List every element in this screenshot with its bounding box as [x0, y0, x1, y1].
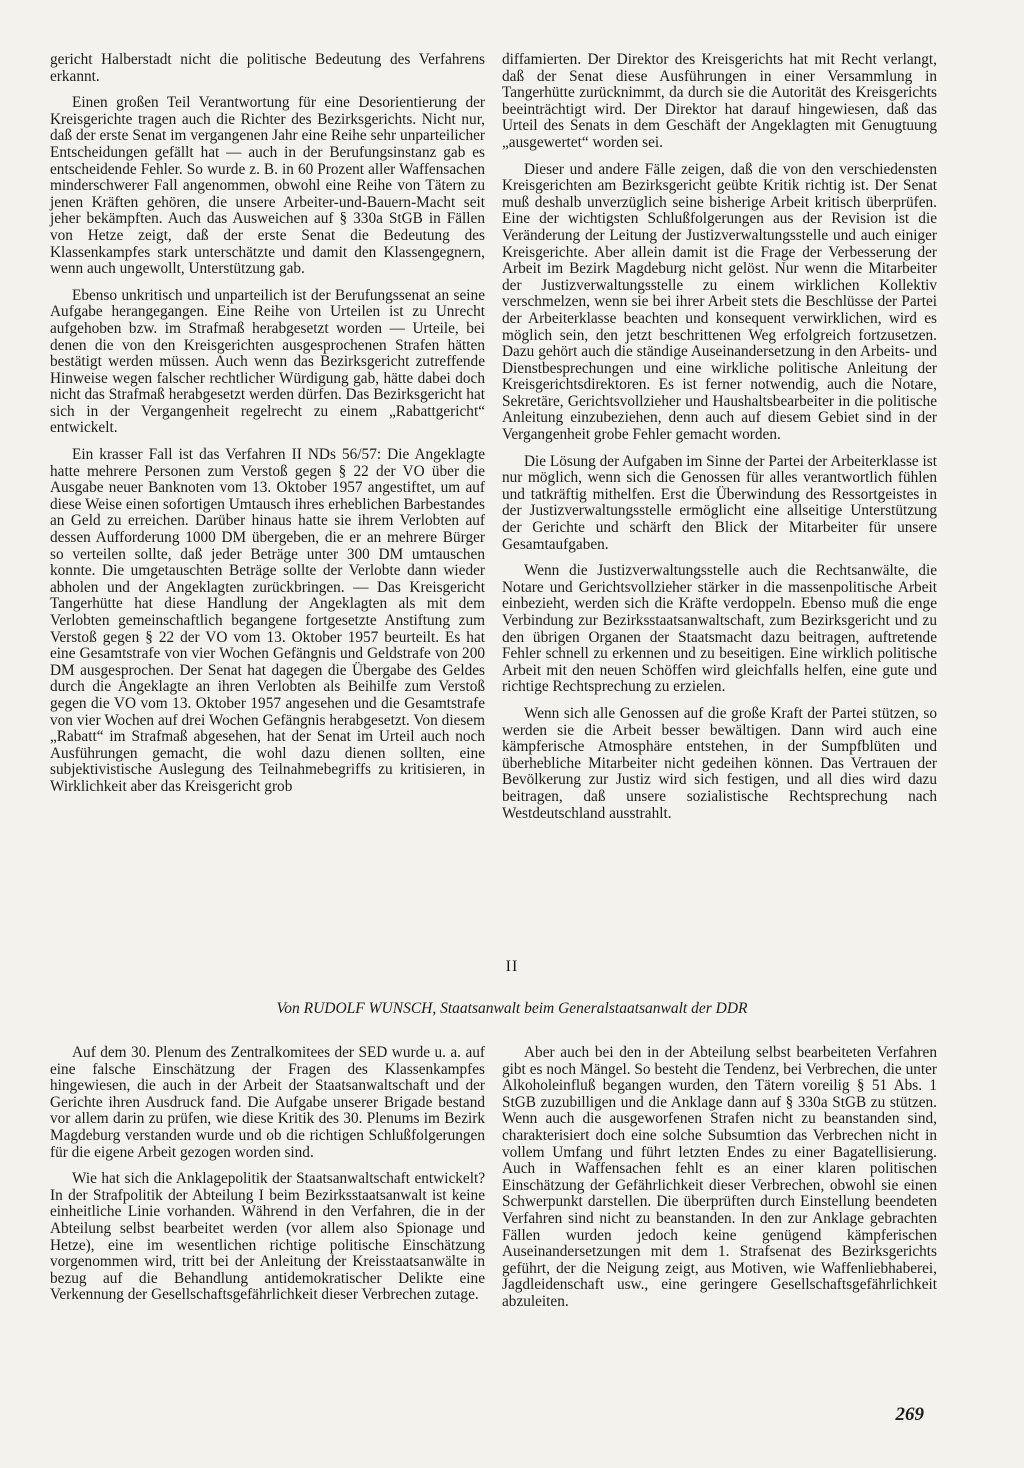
paragraph: Dieser und andere Fälle zeigen, daß die von den verschiedensten Kreisgerichten am Bezirksgericht geübte Kritik richtig ist. Der Senat muß deshalb unverzüglich seine bisherige Arbeit kritisch überprüfen. Eine der wichtigsten Schlußfolgerungen aus der Revision ist die Veränderung der Leitung der Justizverwaltungsstelle und auch einiger Kreisgerichte. Aber allein damit ist die Frage der Verbesserung der Arbeit im Bezirk Magdeburg nicht gelöst. Nur wenn die Mitarbeiter der Justizverwaltungsstelle zu einem wirklichen Kollektiv verschmelzen, wenn sie bei ihrer Arbeit stets die Beschlüsse der Partei der Arbeiterklasse beachten und konsequent verwirklichen, wird es möglich sein, den jetzt beschrittenen Weg erfolgreich fortzusetzen. Dazu gehört auch die ständige Auseinandersetzung in den Arbeits- und Dienstbesprechungen und eine wirkliche politische Anleitung der Kreisgerichtsdirektoren. Es ist ferner notwendig, auch die Notare, Sekretäre, Gerichtsvollzieher und Haushaltsbearbeiter in die politische Anleitung einzubeziehen, denn auch auf diesem Gebiet sind in der Vergangenheit grobe Fehler gemacht worden.	[502, 160, 937, 444]
page-number: 269	[895, 1404, 924, 1425]
author-byline: Von RUDOLF WUNSCH, Staatsanwalt beim Generalstaatsanwalt der DDR	[276, 1000, 748, 1017]
paragraph: gericht Halberstadt nicht die politische Bedeutung des Verfahrens erkannt.	[50, 51, 485, 85]
paragraph: Auf dem 30. Plenum des Zentralkomitees der SED wurde u. a. auf eine falsche Einschätzung der Fragen des Klassenkampfes hingewiesen, die auch in der Arbeit der Staatsanwaltschaft und der Gerichte ihren Ausdruck fand. Die Aufgabe unserer Brigade bestand vor allem darin zu prüfen, wie diese Kritik des 30. Plenums im Bezirk Magdeburg verstanden wurde und ob die richtigen Schlußfolgerungen für die eigene Arbeit gezogen worden sind.	[50, 1044, 485, 1161]
paragraph: Einen großen Teil Verantwortung für eine Desorientierung der Kreisgerichte tragen auch die Richter des Bezirksgerichts. Nicht nur, daß der erste Senat im vergangenen Jahr eine Reihe sehr unparteilicher Entscheidungen gefällt hat — auch in der Berufungsinstanz gab es entscheidende Fehler. So wurde z. B. in 60 Prozent aller Waffensachen minderschwerer Fall angenommen, obwohl eine Reihe von Tätern zu jenen Kräften gehören, die unsere Arbeiter-und-Bauern-Macht seit jeher bekämpften. Auch das Ausweichen auf § 330a StGB in Fällen von Hetze zeigt, daß der erste Senat die Bedeutung des Klassenkampfes stark unterschätzte und damit den Klassengegnern, wenn auch ungewollt, Unterstützung gab.	[50, 94, 485, 278]
paragraph: Wenn sich alle Genossen auf die große Kraft der Partei stützen, so werden sie die Arbeit besser bewältigen. Dann wird auch eine kämpferische Atmosphäre entstehen, in der Sumpfblüten und überhebliche Mitarbeiter nicht gedeihen können. Das Vertrauen der Bevölkerung zur Justiz wird sich festigen, und all dies wird dazu beitragen, daß unsere sozialistische Rechtsprechung nach Westdeutschland ausstrahlt.	[502, 704, 937, 822]
paragraph: Ebenso unkritisch und unparteilich ist der Berufungssenat an seine Aufgabe herangegangen. Eine Reihe von Urteilen ist zu Unrecht aufgehoben bzw. im Strafmaß herabgesetzt worden — Urteile, bei denen die von den Kreisgerichten ausgesprochenen Strafen hätten bestätigt werden müssen. Auch wenn das Bezirksgericht zutreffende Hinweise wegen falscher rechtlicher Würdigung gab, hätte dabei doch nicht das Strafmaß herabgesetzt werden dürfen. Das Bezirksgericht hat sich in der Vergangenheit regelrecht zu einem „Rabattgericht“ entwickelt.	[50, 286, 485, 437]
bottom-right-column	[502, 1045, 937, 1321]
paragraph: Wie hat sich die Anklagepolitik der Staatsanwaltschaft entwickelt? In der Strafpolitik der Abteilung I beim Bezirksstaatsanwalt ist keine einheitliche Linie vorhanden. Während in den Verfahren, die in der Abteilung selbst bearbeitet werden (vor allem also Spionage und Hetze), eine im wesentlichen richtige politische Einschätzung vorgenommen wird, tritt bei der Anleitung der Kreisstaatsanwälte in bezug auf die Behandlung antidemokratischer Delikte eine Verkennung der Gesellschaftsgefährlichkeit dieser Verbrechen zutage.	[50, 1170, 485, 1304]
paragraph: Die Lösung der Aufgaben im Sinne der Partei der Arbeiterklasse ist nur möglich, wenn sich die Genossen für alles verantwortlich fühlen und tatkräftig mithelfen. Erst die Überwindung des Ressortgeistes in der Justizverwaltungsstelle ermöglicht eine allseitige Unterstützung der Gerichte und schärft den Blick der Mitarbeiter für unsere Gesamtaufgaben.	[502, 452, 937, 553]
paragraph: diffamierten. Der Direktor des Kreisgerichts hat mit Recht verlangt, daß der Senat diese Ausführungen in einer Versammlung in Tangerhütte zurücknimmt, da durch sie die Autorität des Kreisgerichts beeinträchtigt wird. Der Direktor hat darauf hingewiesen, daß das Urteil des Senats in dem Geschäft der Angeklagten mit Genugtuung „ausgewertet“ worden sei.	[502, 51, 937, 151]
paragraph: Aber auch bei den in der Abteilung selbst bearbeiteten Verfahren gibt es noch Mängel. So besteht die Tendenz, bei Verbrechen, die unter Alkoholeinfluß begangen wurden, den Tätern voreilig § 51 Abs. 1 StGB zuzubilligen und die Anklage dann auf § 330a StGB zu stützen. Wenn auch die ausgeworfenen Strafen nicht zu beanstanden sind, charakterisiert doch eine solche Subsumtion das Verbrechen nicht in vollem Umfang und führt letzten Endes zu einer Bagatellisierung. Auch in Waffensachen fehlt es an einer klaren politischen Einschätzung der Gefährlichkeit dieser Verbrechen, obwohl sie einen Schwerpunkt darstellen. Die überprüften durch Einstellung beendeten Verfahren sind nicht zu beanstanden. In den zur Anklage gebrachten Fällen wurden jedoch keine genügend kämpferischen Auseinandersetzungen mit dem 1. Strafsenat des Bezirksgerichts geführt, der die Neigung zeigt, aus Motiven, wie Waffenliebhaberei, Jagdleidenschaft usw., eine geringere Gesellschaftsgefährlichkeit abzuleiten.	[502, 1044, 937, 1310]
section-number: II	[505, 958, 519, 975]
bottom-left-column	[50, 1045, 485, 1314]
paragraph: Wenn die Justizverwaltungsstelle auch die Rechtsanwälte, die Notare und Gerichtsvollzieher stärker in die massenpolitische Arbeit einbezieht, werden sich die Kräfte verdoppeln. Ebenso muß die enge Verbindung zur Bezirksstaatsanwaltschaft, zum Bezirksgericht und zu den übrigen Organen der Staatsmacht dazu beitragen, auftretende Fehler schnell zu erkennen und zu beseitigen. Eine wirklich politische Arbeit mit den neuen Schöffen wird gleichfalls helfen, eine gute und richtige Rechtsprechung zu erzielen.	[502, 562, 937, 696]
top-right-column	[502, 52, 937, 832]
top-left-column	[50, 52, 485, 806]
paragraph: Ein krasser Fall ist das Verfahren II NDs 56/57: Die Angeklagte hatte mehrere Personen zum Verstoß gegen § 22 der VO über die Ausgabe neuer Banknoten vom 13. Oktober 1957 angestiftet, um auf diese Weise einen sofortigen Umtausch ihres erheblichen Barbestandes an Geld zu erreichen. Darüber hinaus hatte sie ihrem Verlobten auf dessen Aufforderung 1000 DM übergeben, die er an mehrere Bürger so verteilen sollte, daß jeder Beträge unter 300 DM umtauschen konnte. Die umgetauschten Beträge sollte der Verlobte dann wieder abholen und der Angeklagten zurückbringen. — Das Kreisgericht Tangerhütte hat diese Handlung der Angeklagten als mit dem Verlobten gemeinschaftlich begangene fortgesetzte Anstiftung zum Verstoß gegen § 22 der VO vom 13. Oktober 1957 beurteilt. Es hat eine Gesamtstrafe von vier Wochen Gefängnis und Geldstrafe von 200 DM ausgesprochen. Der Senat hat dagegen die Übergabe des Geldes durch die Angeklagte an ihren Verlobten als Beihilfe zum Verstoß gegen die VO vom 13. Oktober 1957 angesehen und die Gesamtstrafe von vier Wochen auf drei Wochen Gefängnis herabgesetzt. Von diesem „Rabatt“ im Strafmaß abgesehen, hat der Senat im Urteil auch noch Ausführungen gemacht, die wohl dazu dienen sollten, eine subjektivistische Auslegung des Teilnahmebegriffs zu kritisieren, in Wirklichkeit aber das Kreisgericht grob	[50, 446, 485, 795]
